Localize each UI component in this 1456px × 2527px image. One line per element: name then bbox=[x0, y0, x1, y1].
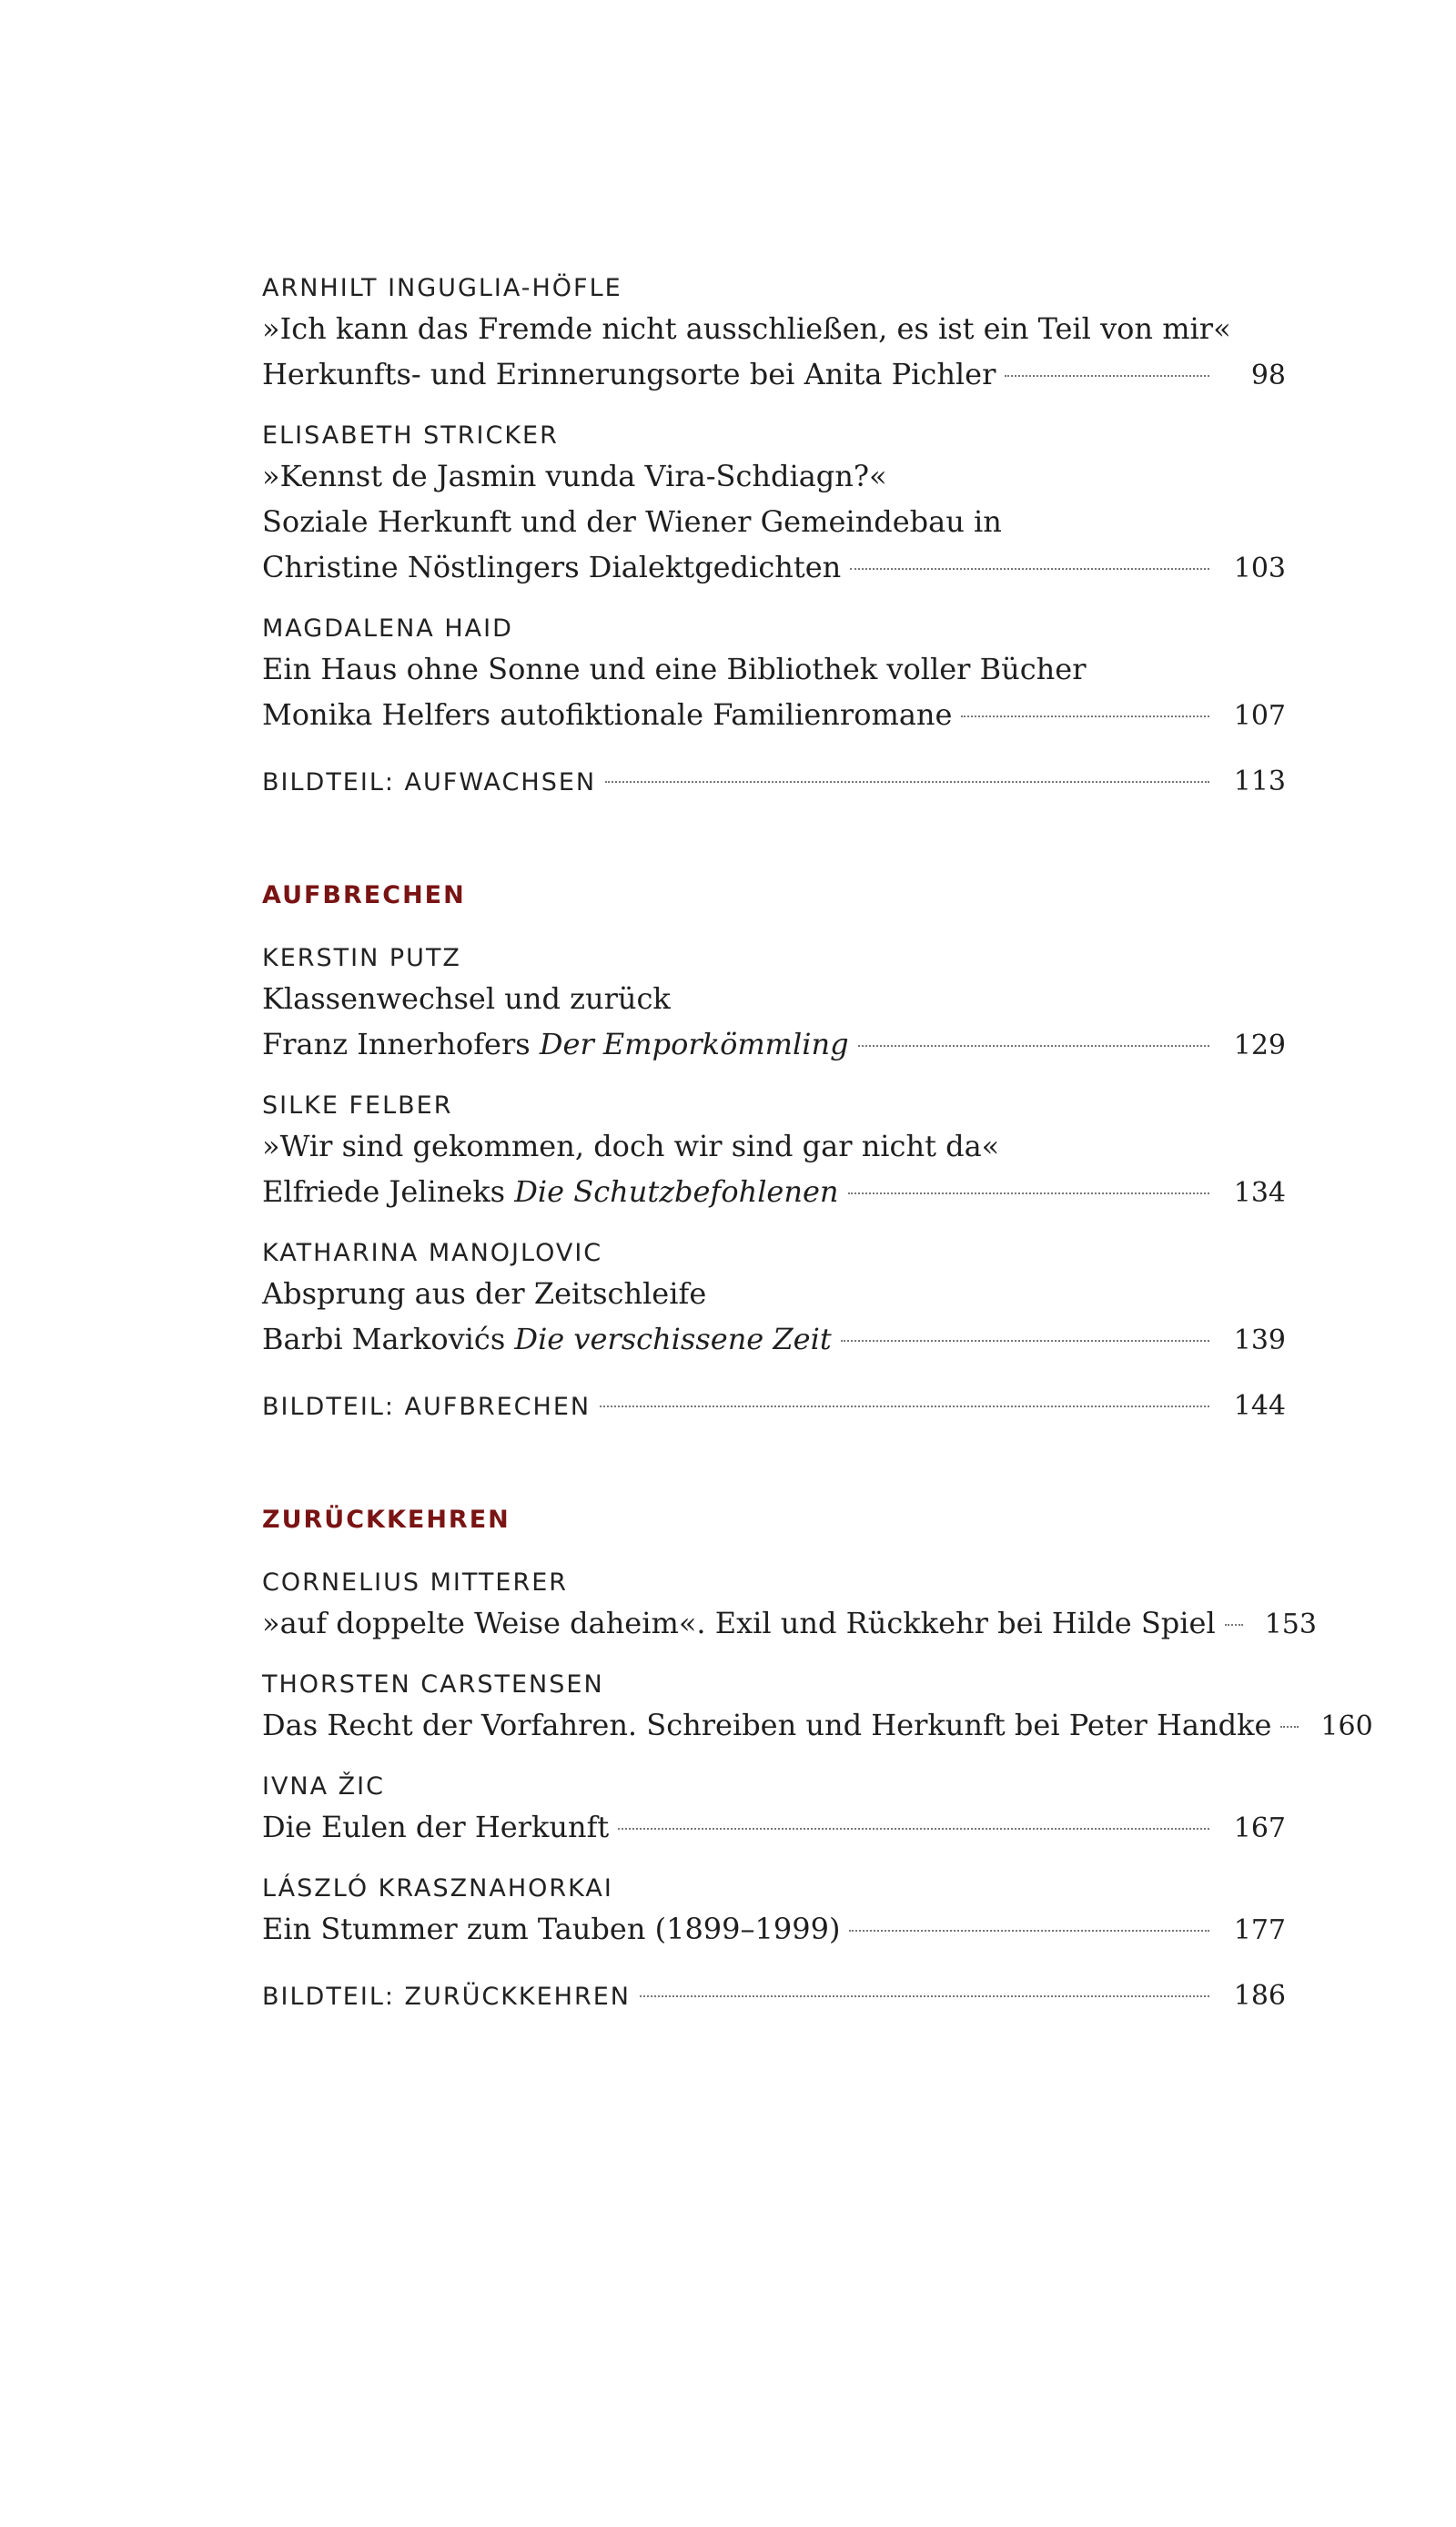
entry-author: MAGDALENA HAID bbox=[262, 614, 513, 643]
toc-entry[interactable] bbox=[262, 612, 1286, 737]
toc-entry[interactable] bbox=[262, 1089, 1286, 1214]
entry-subtitle: Herkunfts- und Erinnerungsorte bei Anita Pichler bbox=[262, 357, 996, 391]
bildteil-entry[interactable] bbox=[262, 759, 1286, 805]
entry-subtitle-line bbox=[262, 1021, 1286, 1067]
entry-subtitle-line bbox=[262, 1169, 1286, 1214]
bildteil-label: BILDTEIL: AUFWACHSEN bbox=[262, 768, 597, 797]
toc-entry[interactable] bbox=[262, 419, 1286, 590]
page-number: 153 bbox=[1264, 1609, 1317, 1640]
dot-leader bbox=[1280, 1726, 1299, 1728]
entry-author: ELISABETH STRICKER bbox=[262, 421, 559, 450]
entry-author: THORSTEN CARSTENSEN bbox=[262, 1670, 604, 1699]
entry-title: Die Eulen der Herkunft bbox=[262, 1810, 610, 1844]
table-of-contents bbox=[262, 271, 1373, 2041]
toc-entry[interactable] bbox=[262, 1236, 1286, 1362]
entry-title-line bbox=[262, 1906, 1286, 1952]
bildteil-label: BILDTEIL: AUFBRECHEN bbox=[262, 1393, 592, 1421]
entry-title: »Kennst de Jasmin vunda Vira-Schdiagn?« bbox=[262, 459, 887, 493]
toc-entry[interactable] bbox=[262, 1770, 1286, 1850]
toc-entry[interactable] bbox=[262, 1872, 1286, 1952]
page-number: 134 bbox=[1233, 1177, 1286, 1209]
entry-subtitle bbox=[262, 1021, 849, 1067]
dot-leader bbox=[1005, 375, 1209, 377]
entry-subtitle-line bbox=[262, 692, 1286, 737]
toc-entry[interactable] bbox=[262, 1566, 1317, 1646]
entry-title: Ein Haus ohne Sonne und eine Bibliothek voller Bücher bbox=[262, 652, 1087, 686]
entry-title-line bbox=[262, 1600, 1317, 1646]
entry-subtitle-italic: Die Schutzbefohlenen bbox=[514, 1174, 839, 1209]
entry-title: »Wir sind gekommen, doch wir sind gar nicht da« bbox=[262, 1129, 1000, 1163]
dot-leader bbox=[850, 568, 1209, 570]
entry-subtitle-line bbox=[262, 544, 1286, 590]
page-number: 186 bbox=[1233, 1980, 1286, 2012]
entry-title: Absprung aus der Zeitschleife bbox=[262, 1276, 707, 1311]
entry-author: KATHARINA MANOJLOVIC bbox=[262, 1239, 603, 1267]
entry-subtitle-line bbox=[262, 1316, 1286, 1362]
page-number: 160 bbox=[1320, 1710, 1373, 1742]
entry-subtitle-italic: Die verschissene Zeit bbox=[514, 1322, 832, 1356]
section-heading: AUFBRECHEN bbox=[262, 881, 466, 909]
entry-title: Das Recht der Vorfahren. Schreiben und Herkunft bei Peter Handke bbox=[262, 1708, 1272, 1742]
dot-leader bbox=[858, 1045, 1209, 1047]
toc-entry[interactable] bbox=[262, 941, 1286, 1067]
dot-leader bbox=[849, 1930, 1209, 1932]
entry-subtitle-plain: Elfriede Jelineks bbox=[262, 1174, 515, 1209]
entry-subtitle-plain: Barbi Markovićs bbox=[262, 1322, 515, 1356]
entry-author: SILKE FELBER bbox=[262, 1091, 453, 1120]
page-number: 139 bbox=[1233, 1324, 1286, 1356]
entry-author: LÁSZLÓ KRASZNAHORKAI bbox=[262, 1874, 613, 1903]
entry-author: IVNA ŽIC bbox=[262, 1772, 385, 1801]
toc-entry[interactable] bbox=[262, 1668, 1373, 1748]
page-number: 144 bbox=[1233, 1390, 1286, 1422]
entry-subtitle: Soziale Herkunft und der Wiener Gemeindebau in bbox=[262, 504, 1002, 539]
dot-leader bbox=[640, 1995, 1209, 1997]
bildteil-entry[interactable] bbox=[262, 1974, 1286, 2019]
entry-title: Ein Stummer zum Tauben (1899–1999) bbox=[262, 1912, 841, 1946]
entry-title-line bbox=[262, 1702, 1373, 1748]
entry-subtitle-plain: Franz Innerhofers bbox=[262, 1027, 540, 1061]
page-number: 167 bbox=[1233, 1812, 1286, 1844]
page-number: 129 bbox=[1233, 1030, 1286, 1061]
dot-leader bbox=[848, 1192, 1209, 1194]
dot-leader bbox=[961, 715, 1209, 717]
entry-title-line bbox=[262, 1804, 1286, 1850]
page-number: 107 bbox=[1233, 700, 1286, 732]
entry-title: »Ich kann das Fremde nicht ausschließen, es ist ein Teil von mir« bbox=[262, 311, 1231, 346]
page-number: 177 bbox=[1233, 1914, 1286, 1946]
entry-subtitle-italic: Der Emporkömmling bbox=[539, 1027, 849, 1061]
page-number: 98 bbox=[1250, 360, 1286, 391]
dot-leader bbox=[1225, 1624, 1243, 1626]
entry-author: KERSTIN PUTZ bbox=[262, 944, 461, 972]
dot-leader bbox=[618, 1828, 1209, 1830]
dot-leader bbox=[605, 781, 1209, 783]
entry-subtitle: Monika Helfers autofiktionale Familienromane bbox=[262, 697, 953, 732]
bildteil-label: BILDTEIL: ZURÜCKKEHREN bbox=[262, 1983, 631, 2011]
page-number: 103 bbox=[1233, 553, 1286, 584]
dot-leader bbox=[600, 1406, 1209, 1407]
entry-title: »auf doppelte Weise daheim«. Exil und Rückkehr bei Hilde Spiel bbox=[262, 1606, 1216, 1640]
bildteil-entry[interactable] bbox=[262, 1384, 1286, 1429]
entry-author: ARNHILT INGUGLIA-HÖFLE bbox=[262, 274, 622, 302]
toc-entry[interactable] bbox=[262, 271, 1286, 397]
entry-subtitle bbox=[262, 1316, 832, 1362]
entry-subtitle bbox=[262, 1169, 839, 1214]
entry-subtitle: Christine Nöstlingers Dialektgedichten bbox=[262, 550, 842, 584]
section-heading: ZURÜCKKEHREN bbox=[262, 1506, 511, 1534]
entry-author: CORNELIUS MITTERER bbox=[262, 1568, 569, 1597]
page-number: 113 bbox=[1233, 766, 1286, 797]
entry-title: Klassenwechsel und zurück bbox=[262, 981, 671, 1016]
dot-leader bbox=[841, 1340, 1209, 1342]
entry-subtitle-line bbox=[262, 351, 1286, 397]
